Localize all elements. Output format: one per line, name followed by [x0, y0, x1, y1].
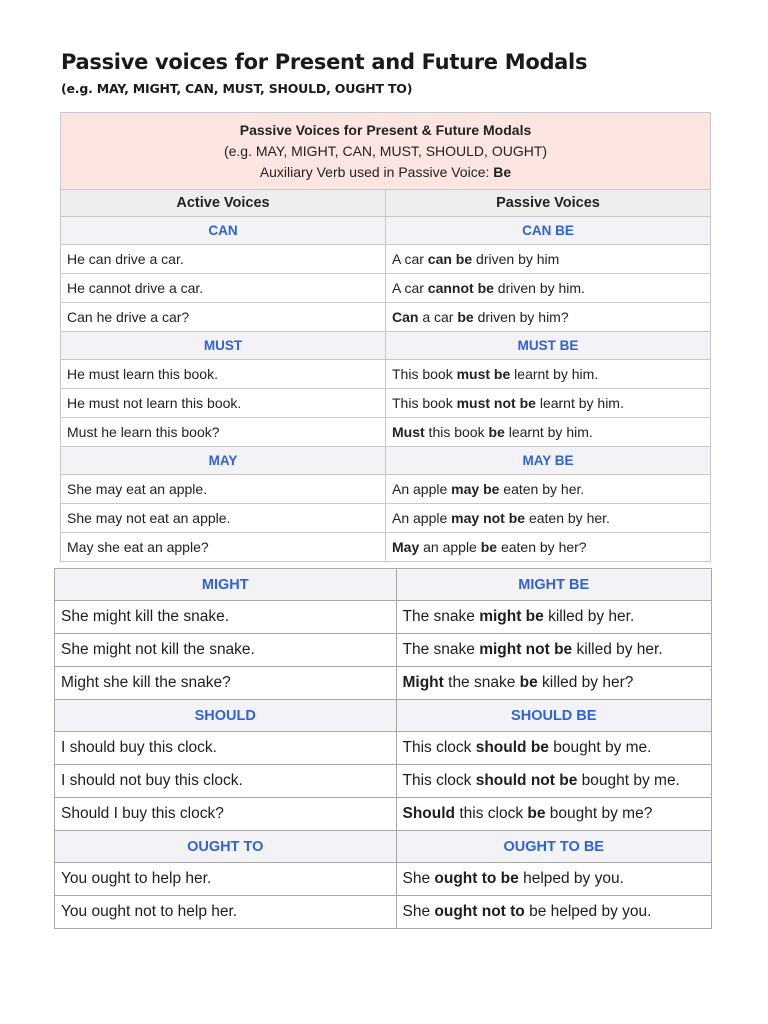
column-header-passive: Passive Voices [386, 190, 711, 217]
active-sentence: Must he learn this book? [61, 418, 386, 447]
table-row [61, 360, 711, 389]
active-sentence: She might kill the snake. [55, 601, 397, 634]
section-header-row [61, 447, 711, 475]
passive-sentence: Can a car be driven by him? [386, 303, 711, 332]
modals-table-top [60, 112, 711, 562]
section-header-row [55, 831, 712, 863]
active-sentence: He must not learn this book. [61, 389, 386, 418]
table-row [55, 863, 712, 896]
banner-title: Passive Voices for Present & Future Modals [239, 121, 532, 138]
passive-sentence: This clock should be bought by me. [396, 732, 712, 765]
section-modal-active: MUST [61, 332, 386, 360]
passive-sentence: An apple may be eaten by her. [386, 475, 711, 504]
table-row [55, 798, 712, 831]
section-modal-passive: MIGHT BE [396, 569, 712, 601]
passive-sentence: She ought not to be helped by you. [396, 896, 712, 929]
active-sentence: He must learn this book. [61, 360, 386, 389]
table-row [61, 475, 711, 504]
table-row [61, 418, 711, 447]
passive-sentence: The snake might be killed by her. [396, 601, 712, 634]
section-header-row [61, 217, 711, 245]
section-header-row [55, 569, 712, 601]
banner-auxiliary: Auxiliary Verb used in Passive Voice: Be [259, 163, 512, 180]
active-sentence: She may not eat an apple. [61, 504, 386, 533]
passive-sentence: She ought to be helped by you. [396, 863, 712, 896]
section-modal-passive: MAY BE [386, 447, 711, 475]
active-sentence: She may eat an apple. [61, 475, 386, 504]
table-row [61, 303, 711, 332]
table-row [61, 389, 711, 418]
table-row [55, 634, 712, 667]
passive-sentence: Might the snake be killed by her? [396, 667, 712, 700]
banner-cell [61, 113, 711, 190]
banner-examples: (e.g. MAY, MIGHT, CAN, MUST, SHOULD, OUGHT) [223, 142, 548, 159]
table-row [61, 245, 711, 274]
table-row [55, 732, 712, 765]
passive-sentence: Should this clock be bought by me? [396, 798, 712, 831]
table-row [55, 765, 712, 798]
active-sentence: I should not buy this clock. [55, 765, 397, 798]
section-modal-passive: CAN BE [386, 217, 711, 245]
passive-sentence: This book must be learnt by him. [386, 360, 711, 389]
section-modal-passive: SHOULD BE [396, 700, 712, 732]
table-row [61, 533, 711, 562]
passive-sentence: A car cannot be driven by him. [386, 274, 711, 303]
passive-sentence: An apple may not be eaten by her. [386, 504, 711, 533]
passive-sentence: May an apple be eaten by her? [386, 533, 711, 562]
active-sentence: You ought to help her. [55, 863, 397, 896]
passive-sentence: This book must not be learnt by him. [386, 389, 711, 418]
active-sentence: He can drive a car. [61, 245, 386, 274]
section-modal-active: OUGHT TO [55, 831, 397, 863]
table-row [55, 896, 712, 929]
passive-sentence: The snake might not be killed by her. [396, 634, 712, 667]
active-sentence: Can he drive a car? [61, 303, 386, 332]
active-sentence: She might not kill the snake. [55, 634, 397, 667]
section-modal-passive: OUGHT TO BE [396, 831, 712, 863]
active-sentence: Should I buy this clock? [55, 798, 397, 831]
passive-sentence: This clock should not be bought by me. [396, 765, 712, 798]
table-row [61, 274, 711, 303]
section-modal-active: MIGHT [55, 569, 397, 601]
section-modal-active: SHOULD [55, 700, 397, 732]
active-sentence: May she eat an apple? [61, 533, 386, 562]
passive-sentence: A car can be driven by him [386, 245, 711, 274]
section-modal-passive: MUST BE [386, 332, 711, 360]
page-title: Passive voices for Present and Future Modals [61, 50, 588, 74]
table-banner [61, 113, 711, 190]
section-header-row [55, 700, 712, 732]
modals-table-bottom [54, 568, 712, 929]
section-modal-active: CAN [61, 217, 386, 245]
active-sentence: Might she kill the snake? [55, 667, 397, 700]
table-row [61, 504, 711, 533]
active-sentence: You ought not to help her. [55, 896, 397, 929]
section-header-row [61, 332, 711, 360]
table-row [55, 601, 712, 634]
table-row [55, 667, 712, 700]
column-header-active: Active Voices [61, 190, 386, 217]
column-header-row [61, 190, 711, 217]
active-sentence: He cannot drive a car. [61, 274, 386, 303]
active-sentence: I should buy this clock. [55, 732, 397, 765]
page-subtitle: (e.g. MAY, MIGHT, CAN, MUST, SHOULD, OUGHT TO) [61, 81, 413, 96]
section-modal-active: MAY [61, 447, 386, 475]
passive-sentence: Must this book be learnt by him. [386, 418, 711, 447]
